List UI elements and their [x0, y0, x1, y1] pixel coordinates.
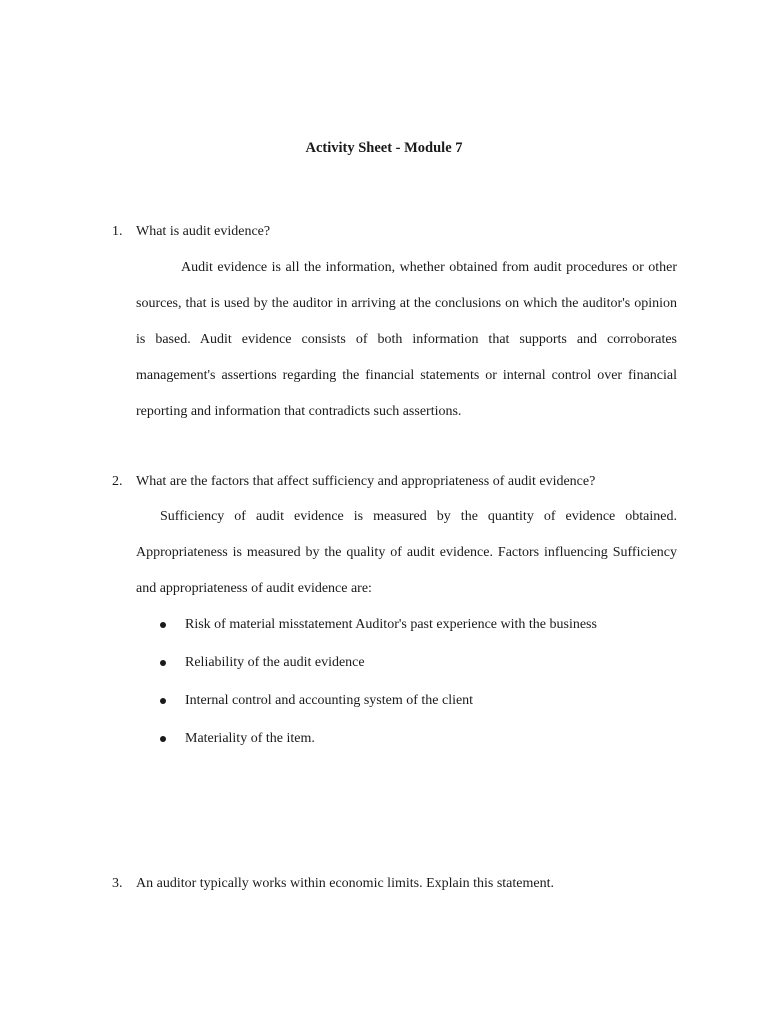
list-item	[160, 690, 597, 728]
question-3	[112, 874, 554, 894]
answer-1: Audit evidence is all the information, whether obtained from audit procedures or other sources, that is used by the auditor in arriving at the conclusions on which the auditor's opinion is based. Audit evidence consists of both information that supports and corroborates management's assertions regarding the financial statements or internal control over financial reporting and information that contradicts such assertions.	[136, 260, 677, 419]
list-item	[160, 652, 597, 690]
question-2	[112, 472, 595, 492]
bullet-icon	[160, 736, 166, 742]
bullet-icon	[160, 698, 166, 704]
answer-2: Sufficiency of audit evidence is measured by the quantity of evidence obtained. Appropriateness is measured by the quality of audit evidence. Factors influencing Sufficiency and appropriateness of audit evidence are:	[136, 509, 677, 596]
question-text: What are the factors that affect sufficiency and appropriateness of audit evidence?	[136, 474, 596, 489]
list-item	[160, 728, 597, 766]
question-text: An auditor typically works within economic limits. Explain this statement.	[136, 876, 554, 891]
question-number: 1.	[112, 224, 123, 239]
list-item-text: Internal control and accounting system of the client	[185, 693, 474, 708]
question-number: 2.	[112, 474, 123, 489]
bullet-icon	[160, 660, 166, 666]
question-1	[112, 222, 270, 242]
question-number: 3.	[112, 876, 123, 891]
list-item-text: Reliability of the audit evidence	[185, 655, 365, 670]
bullet-icon	[160, 622, 166, 628]
question-text: What is audit evidence?	[136, 224, 271, 239]
factors-list	[160, 614, 597, 766]
list-item	[160, 614, 597, 652]
page-title: Activity Sheet - Module 7	[305, 140, 463, 156]
list-item-text: Materiality of the item.	[185, 731, 315, 746]
list-item-text: Risk of material misstatement Auditor's past experience with the business	[185, 617, 597, 632]
